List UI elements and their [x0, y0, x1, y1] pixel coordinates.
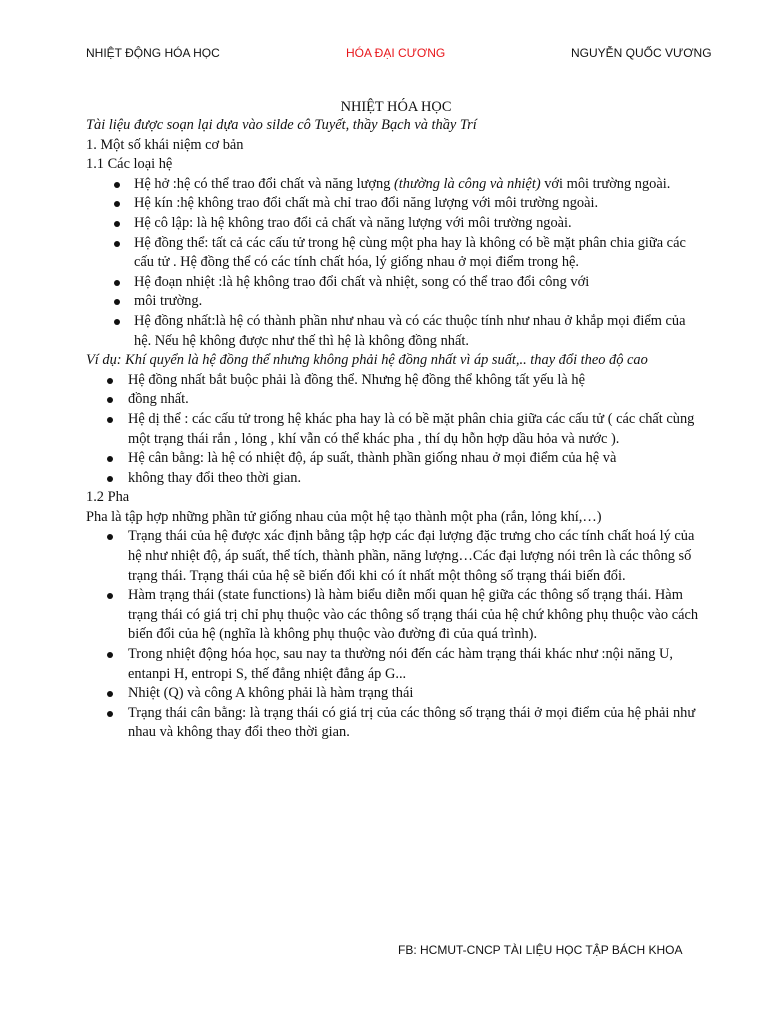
list-item: môi trường.	[86, 292, 706, 312]
list-item: Hàm trạng thái (state functions) là hàm biểu diễn mối quan hệ giữa các thông số trạng thái. Hàm trạng thái có giá trị chỉ phụ thuộc vào các thông số trạng thái của hệ chứ không phụ thuộc vào cách biến đổi của hệ (nghĩa là không phụ thuộc vào đường đi của quá trình).	[86, 586, 706, 645]
system-types-list	[86, 175, 706, 351]
homogeneity-list	[86, 371, 706, 489]
section-1-1-heading: 1.1 Các loại hệ	[86, 156, 173, 173]
item-text: với môi trường ngoài.	[540, 175, 671, 192]
item-italic-text: (thường là công và nhiệt)	[394, 175, 541, 192]
page-header	[0, 46, 768, 66]
list-item: không thay đổi theo thời gian.	[86, 469, 706, 489]
section-1-heading: 1. Một số khái niệm cơ bản	[86, 136, 244, 153]
list-item: Hệ cân bằng: là hệ có nhiệt độ, áp suất, thành phần giống nhau ở mọi điểm của hệ và	[86, 449, 706, 469]
list-item: Hệ đồng thể: tất cả các cấu tử trong hệ cùng một pha hay là không có bề mặt phân chia giữa các cấu tử . Hệ đồng thể có các tính chất hóa, lý giống nhau ở mọi điểm trong hệ.	[86, 234, 706, 273]
state-list	[86, 527, 706, 743]
list-item: Nhiệt (Q) và công A không phải là hàm trạng thái	[86, 684, 706, 704]
list-item: Hệ kín :hệ không trao đổi chất mà chỉ trao đổi năng lượng với môi trường ngoài.	[86, 194, 706, 214]
list-item: đồng nhất.	[86, 390, 706, 410]
page-footer: FB: HCMUT-CNCP TÀI LIỆU HỌC TẬP BÁCH KHOA	[398, 943, 683, 957]
header-center: HÓA ĐẠI CƯƠNG	[346, 46, 446, 60]
section-1-2-heading: 1.2 Pha	[86, 489, 130, 506]
list-item: Hệ đồng nhất:là hệ có thành phần như nhau và có các thuộc tính như nhau ở khắp mọi điểm của hệ. Nếu hệ không được như thế thì hệ là không đồng nhất.	[86, 312, 706, 351]
phase-definition: Pha là tập hợp những phần tử giống nhau của một hệ tạo thành một pha (rắn, lỏng khí,…)	[86, 508, 602, 525]
example-text: Ví dụ: Khí quyển là hệ đồng thể nhưng không phải hệ đồng nhất vì áp suất,.. thay đổi theo độ cao	[86, 352, 648, 369]
list-item: Trạng thái cân bằng: là trạng thái có giá trị của các thông số trạng thái ở mọi điểm của hệ phải như nhau và không thay đổi theo thời gian.	[86, 704, 706, 743]
list-item: Hệ đoạn nhiệt :là hệ không trao đổi chất và nhiệt, song có thể trao đổi công với	[86, 273, 706, 293]
page-title: NHIỆT HÓA HỌC	[340, 99, 452, 115]
list-item: Hệ đồng nhất bắt buộc phải là đồng thể. Nhưng hệ đồng thể không tất yếu là hệ	[86, 371, 706, 391]
subtitle: Tài liệu được soạn lại dựa vào silde cô Tuyết, thầy Bạch và thầy Trí	[86, 117, 477, 133]
list-item: Trạng thái của hệ được xác định bằng tập hợp các đại lượng đặc trưng cho các tính chất hoá lý của hệ như nhiệt độ, áp suất, thể tích, thành phần, năng lượng…Các đại lượng nói trên là các thông số trạng thái. Trạng thái của hệ sẽ biến đổi khi có ít nhất một thông số trạng thái biến đổi.	[86, 527, 706, 586]
header-right: NGUYỄN QUỐC VƯƠNG	[571, 46, 712, 60]
list-item: Hệ dị thể : các cấu tử trong hệ khác pha hay là có bề mặt phân chia giữa các cấu tử ( các chất cùng một trạng thái rắn , lỏng , khí vẫn có thể khác pha , thí dụ hỗn hợp dầu hỏa và nước ).	[86, 410, 706, 449]
list-item: Trong nhiệt động hóa học, sau nay ta thường nói đến các hàm trạng thái khác như :nội năng U, entanpi H, entropi S, thế đẳng nhiệt đẳng áp G...	[86, 645, 706, 684]
header-left: NHIỆT ĐỘNG HÓA HỌC	[86, 46, 220, 60]
document-body	[86, 98, 706, 743]
list-item	[86, 175, 706, 195]
item-text: Hệ hở :hệ có thể trao đổi chất và năng lượng	[134, 175, 394, 192]
list-item: Hệ cô lập: là hệ không trao đổi cả chất và năng lượng với môi trường ngoài.	[86, 214, 706, 234]
